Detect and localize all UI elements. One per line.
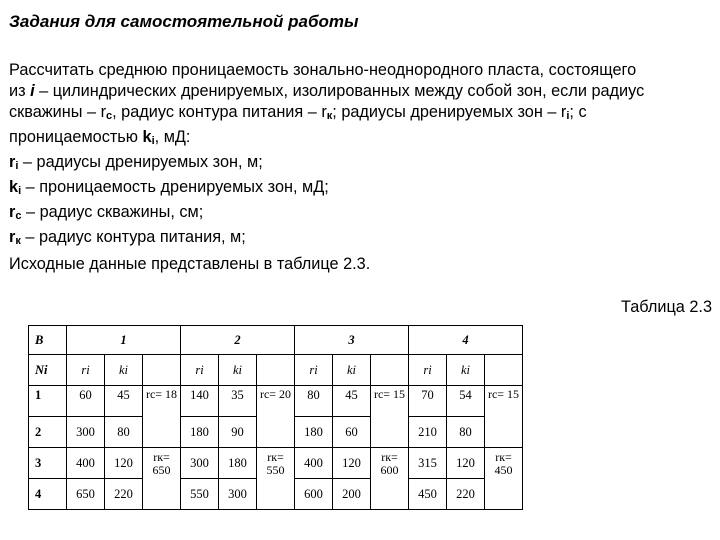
def-ki-symbol: k [9, 178, 19, 196]
variant-label: В [29, 326, 67, 355]
k-label-1: ki [105, 355, 143, 386]
cell-k: 45 [105, 386, 143, 417]
cell-r: 180 [295, 417, 333, 448]
def-rk-symbol: r [9, 228, 16, 246]
definition-ri [9, 152, 714, 177]
ri-subscript: i [566, 110, 570, 122]
def-ki-sub: i [18, 185, 22, 197]
rk-value-3: rк= 600 [371, 448, 409, 510]
table-caption: Таблица 2.3 [621, 298, 712, 316]
k-label-2: ki [219, 355, 257, 386]
definition-rc [9, 202, 714, 227]
task-line-4a: проницаемостью [9, 128, 143, 146]
table-row [29, 386, 523, 417]
task-i-symbol: i [30, 82, 35, 100]
variant-1-header: 1 [67, 326, 181, 355]
cell-k: 220 [105, 479, 143, 510]
task-line-3c: ; радиусы дренируемых зон – r [332, 103, 567, 121]
row-number: 1 [29, 386, 67, 417]
def-rk-text: – радиус контура питания, м; [20, 228, 246, 246]
rk-value-2: rк= 550 [257, 448, 295, 510]
task-line-1 [9, 60, 714, 81]
rk-subscript: к [326, 110, 333, 122]
task-line-2b: – цилиндрических дренируемых, изолированных между собой зон, если радиус [34, 82, 645, 100]
cell-k: 90 [219, 417, 257, 448]
cell-k: 120 [105, 448, 143, 479]
cell-k: 80 [105, 417, 143, 448]
def-rc-symbol: r [9, 203, 16, 221]
cell-r: 400 [67, 448, 105, 479]
cell-k: 180 [219, 448, 257, 479]
cell-r: 600 [295, 479, 333, 510]
rk-value-1: rк= 650 [143, 448, 181, 510]
task-line-2 [9, 81, 714, 102]
task-line-3b: , радиус контура питания – r [112, 103, 327, 121]
intro-text: Исходные данные представлены в таблице 2.3. [9, 255, 371, 273]
task-line-1-text: Рассчитать среднюю проницаемость зонально-неоднородного пласта, состоящего [9, 61, 637, 79]
def-rc-sub: c [15, 210, 22, 222]
ki-subscript: i [151, 135, 155, 147]
cell-k: 60 [333, 417, 371, 448]
blank-cell [485, 355, 523, 386]
cell-r: 550 [181, 479, 219, 510]
row-number: 2 [29, 417, 67, 448]
k-label-3: ki [333, 355, 371, 386]
cell-k: 120 [333, 448, 371, 479]
cell-r: 210 [409, 417, 447, 448]
blank-cell [371, 355, 409, 386]
cell-r: 315 [409, 448, 447, 479]
task-line-2a: из [9, 82, 31, 100]
cell-r: 300 [67, 417, 105, 448]
r-label-4: ri [409, 355, 447, 386]
cell-r: 180 [181, 417, 219, 448]
cell-r: 80 [295, 386, 333, 417]
cell-k: 45 [333, 386, 371, 417]
cell-k: 200 [333, 479, 371, 510]
row-number: 3 [29, 448, 67, 479]
cell-r: 650 [67, 479, 105, 510]
def-ki-text: – проницаемость дренируемых зон, мД; [21, 178, 329, 196]
task-text [9, 60, 714, 252]
ki-symbol: k [142, 128, 152, 146]
page-title: Задания для самостоятельной работы [9, 12, 359, 31]
rc-value-3: rc= 15 [371, 386, 409, 448]
task-line-3 [9, 102, 714, 127]
k-label-4: ki [447, 355, 485, 386]
task-line-4 [9, 127, 714, 152]
cell-k: 80 [447, 417, 485, 448]
rc-value-4: rc= 15 [485, 386, 523, 448]
rk-value-4: rк= 450 [485, 448, 523, 510]
task-line-3d: ; с [569, 103, 587, 121]
definition-rk [9, 227, 714, 252]
def-rc-text: – радиус скважины, см; [21, 203, 204, 221]
task-line-3a: скважины – r [9, 103, 106, 121]
table-header-row [29, 326, 523, 355]
def-ri-symbol: r [9, 153, 16, 171]
task-line-4b: , мД: [154, 128, 191, 146]
rc-subscript: c [106, 110, 113, 122]
cell-k: 300 [219, 479, 257, 510]
table-subheader-row [29, 355, 523, 386]
r-label-2: ri [181, 355, 219, 386]
table-row [29, 448, 523, 479]
n-label: Ni [29, 355, 67, 386]
def-ri-text: – радиусы дренируемых зон, м; [18, 153, 263, 171]
r-label-3: ri [295, 355, 333, 386]
cell-r: 60 [67, 386, 105, 417]
rc-value-2: rc= 20 [257, 386, 295, 448]
blank-cell [257, 355, 295, 386]
row-number: 4 [29, 479, 67, 510]
cell-k: 120 [447, 448, 485, 479]
cell-r: 70 [409, 386, 447, 417]
cell-r: 300 [181, 448, 219, 479]
cell-r: 450 [409, 479, 447, 510]
cell-r: 140 [181, 386, 219, 417]
def-ri-sub: i [15, 160, 19, 172]
definition-ki [9, 177, 714, 202]
variant-4-header: 4 [409, 326, 523, 355]
cell-r: 400 [295, 448, 333, 479]
variant-2-header: 2 [181, 326, 295, 355]
rc-value-1: rc= 18 [143, 386, 181, 448]
def-rk-sub: к [15, 235, 21, 247]
blank-cell [143, 355, 181, 386]
variant-3-header: 3 [295, 326, 409, 355]
cell-k: 35 [219, 386, 257, 417]
cell-k: 220 [447, 479, 485, 510]
r-label-1: ri [67, 355, 105, 386]
data-table [28, 325, 523, 510]
cell-k: 54 [447, 386, 485, 417]
